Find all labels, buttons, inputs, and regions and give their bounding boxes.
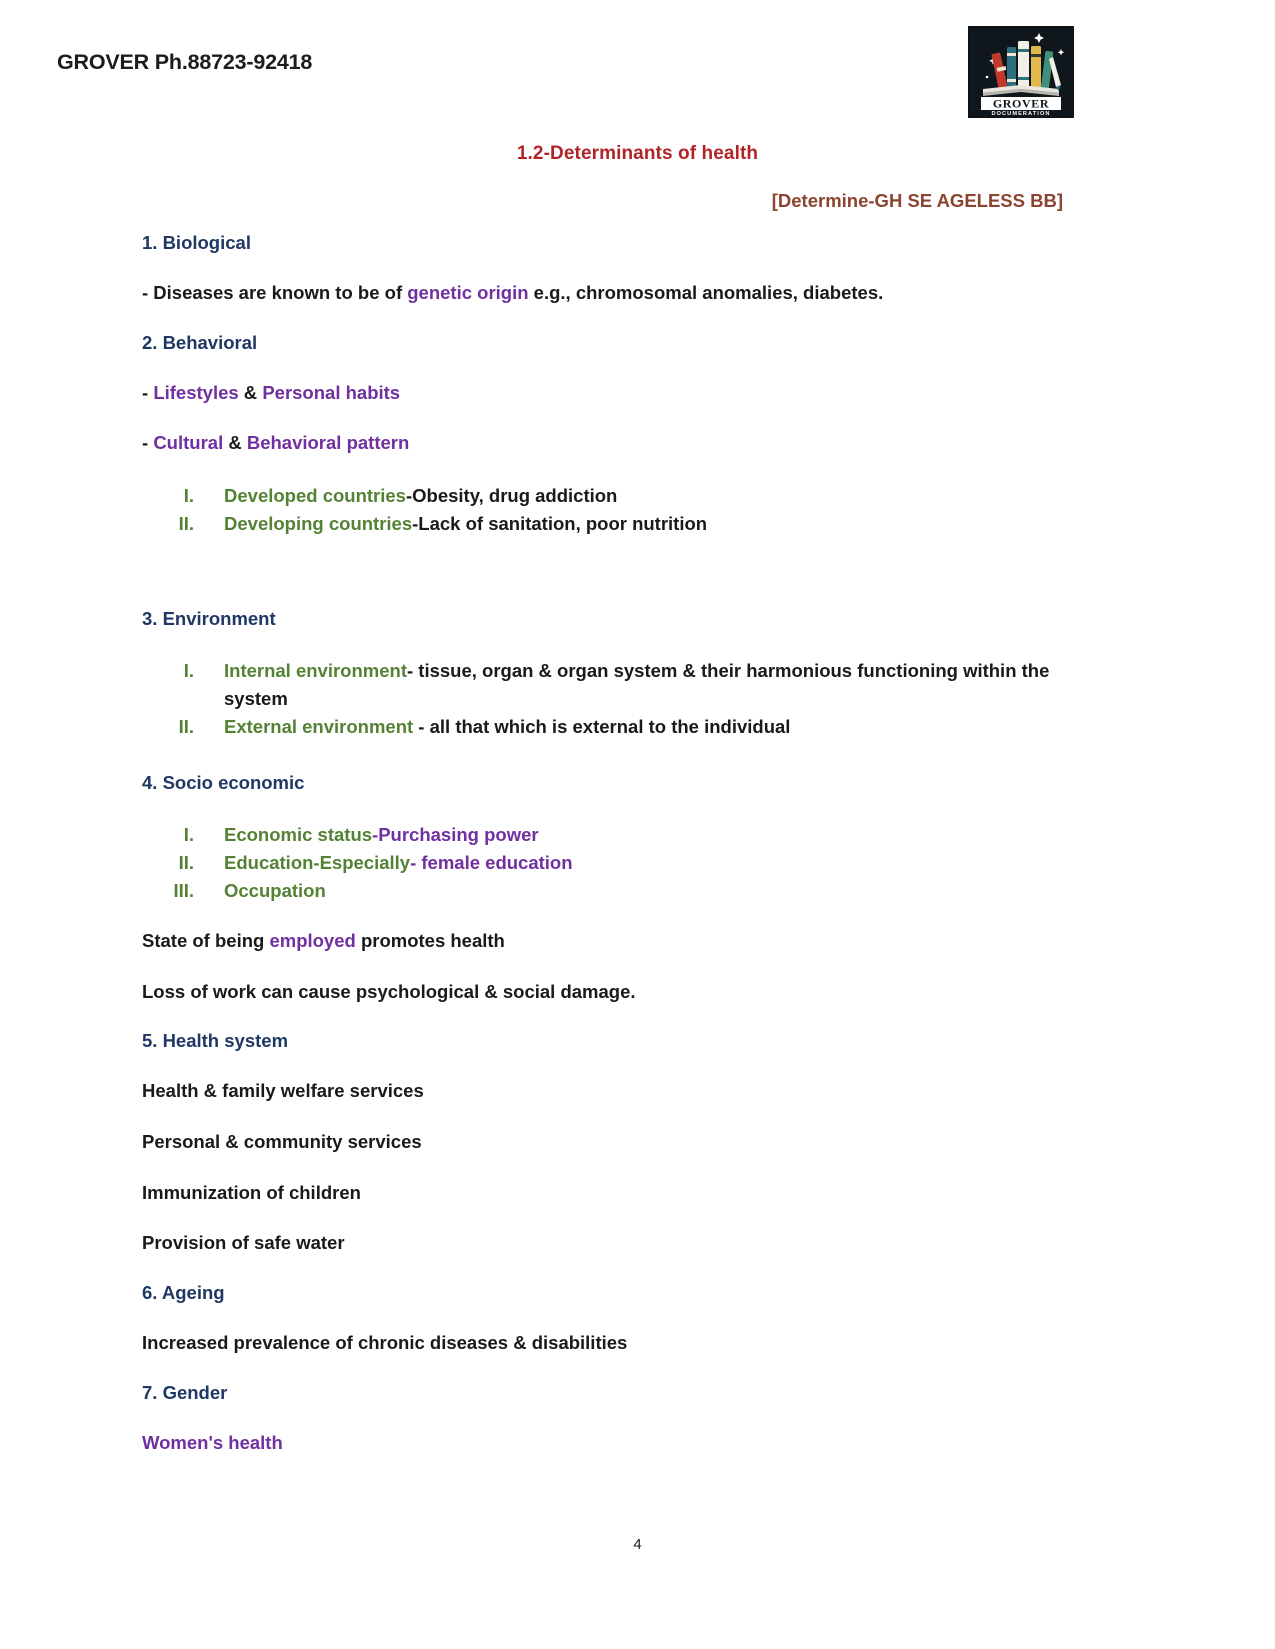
list-item (142, 821, 1102, 849)
biological-highlight: genetic origin (407, 282, 529, 303)
behavioral-line2-amp: & (223, 432, 247, 454)
list-item (142, 849, 1102, 877)
list-item-term: Developed countries (224, 485, 406, 507)
list-item-detail: -Lack of sanitation, poor nutrition (412, 513, 708, 535)
employed-text-post: promotes health (355, 929, 505, 951)
header-brand-line: GROVER Ph.88723-92418 (57, 50, 313, 74)
svg-text:DOCUMERATION: DOCUMERATION (991, 111, 1051, 117)
section-heading-health-system: 5. Health system (142, 1030, 289, 1052)
list-item-detail: - female education (410, 851, 573, 873)
behavioral-line2-dash: - (142, 432, 154, 454)
list-item (142, 657, 1102, 713)
list-item (142, 482, 1102, 510)
grover-logo (968, 26, 1074, 118)
section-heading-gender: 7. Gender (142, 1381, 228, 1403)
behavioral-line2-a: Cultural (153, 432, 224, 454)
socio-economic-roman-list (142, 821, 1102, 905)
list-item (142, 877, 1102, 905)
employed-highlight: employed (269, 929, 356, 951)
document-body (142, 232, 1102, 1481)
roman-numeral: III. (173, 879, 194, 901)
health-system-line: Immunization of children (142, 1181, 361, 1203)
environment-roman-list (142, 657, 1102, 741)
behavioral-line1-dash: - (142, 381, 154, 403)
biological-description (142, 281, 1102, 305)
list-item-term: Internal environment (224, 660, 407, 682)
roman-numeral: I. (183, 823, 194, 845)
behavioral-line-cultural (142, 431, 1102, 455)
grover-logo-artwork (969, 27, 1073, 117)
svg-text:GROVER: GROVER (992, 96, 1050, 111)
roman-numeral: II. (178, 851, 194, 873)
list-item-detail: - all that which is external to the individual (413, 716, 791, 738)
list-item-term: Developing countries (224, 513, 413, 535)
list-item (142, 713, 1102, 741)
section-heading-biological: 1. Biological (142, 232, 251, 253)
roman-numeral: II. (178, 513, 194, 535)
health-system-line: Provision of safe water (142, 1232, 345, 1254)
ageing-description: Increased prevalence of chronic diseases & disabilities (142, 1331, 628, 1353)
section-heading-environment: 3. Environment (142, 608, 276, 630)
roman-numeral: I. (183, 660, 194, 682)
gender-description: Women's health (142, 1431, 283, 1453)
document-title: 1.2-Determinants of health (516, 143, 759, 164)
socio-note-loss-of-work: Loss of work can cause psychological & social damage. (142, 980, 636, 1002)
list-item (142, 510, 1102, 538)
page-number: 4 (633, 1536, 642, 1553)
list-item-term: Occupation (224, 879, 326, 901)
section-gap (142, 562, 1102, 608)
section-heading-ageing: 6. Ageing (142, 1281, 225, 1303)
socio-note-employed (142, 929, 1102, 953)
roman-numeral: II. (178, 716, 194, 738)
employed-text-pre: State of being (142, 929, 270, 951)
behavioral-line1-amp: & (238, 381, 263, 403)
behavioral-line-lifestyles (142, 381, 1102, 405)
list-item-detail: -Purchasing power (372, 823, 539, 845)
behavioral-line2-b: Behavioral pattern (246, 432, 410, 454)
list-item-term: Economic status (224, 823, 373, 845)
roman-numeral: I. (183, 485, 194, 507)
page-header (0, 0, 1275, 130)
behavioral-roman-list (142, 482, 1102, 538)
health-system-line: Personal & community services (142, 1130, 422, 1152)
biological-text-pre: - Diseases are known to be of (142, 282, 408, 303)
mnemonic-note: [Determine-GH SE AGELESS BB] (771, 190, 1063, 211)
behavioral-line1-a: Lifestyles (153, 381, 239, 403)
list-item-detail: -Obesity, drug addiction (405, 485, 618, 507)
list-item-term: Education-Especially (224, 851, 411, 873)
list-item-detail: - tissue, organ & organ system & their harmonious functioning within the system (224, 660, 1050, 710)
section-heading-behavioral: 2. Behavioral (142, 331, 258, 353)
list-item-term: External environment (224, 716, 414, 738)
behavioral-line1-b: Personal habits (262, 381, 401, 403)
health-system-line: Health & family welfare services (142, 1080, 424, 1102)
section-heading-socio-economic: 4. Socio economic (142, 771, 305, 793)
biological-text-post: e.g., chromosomal anomalies, diabetes. (528, 282, 884, 303)
